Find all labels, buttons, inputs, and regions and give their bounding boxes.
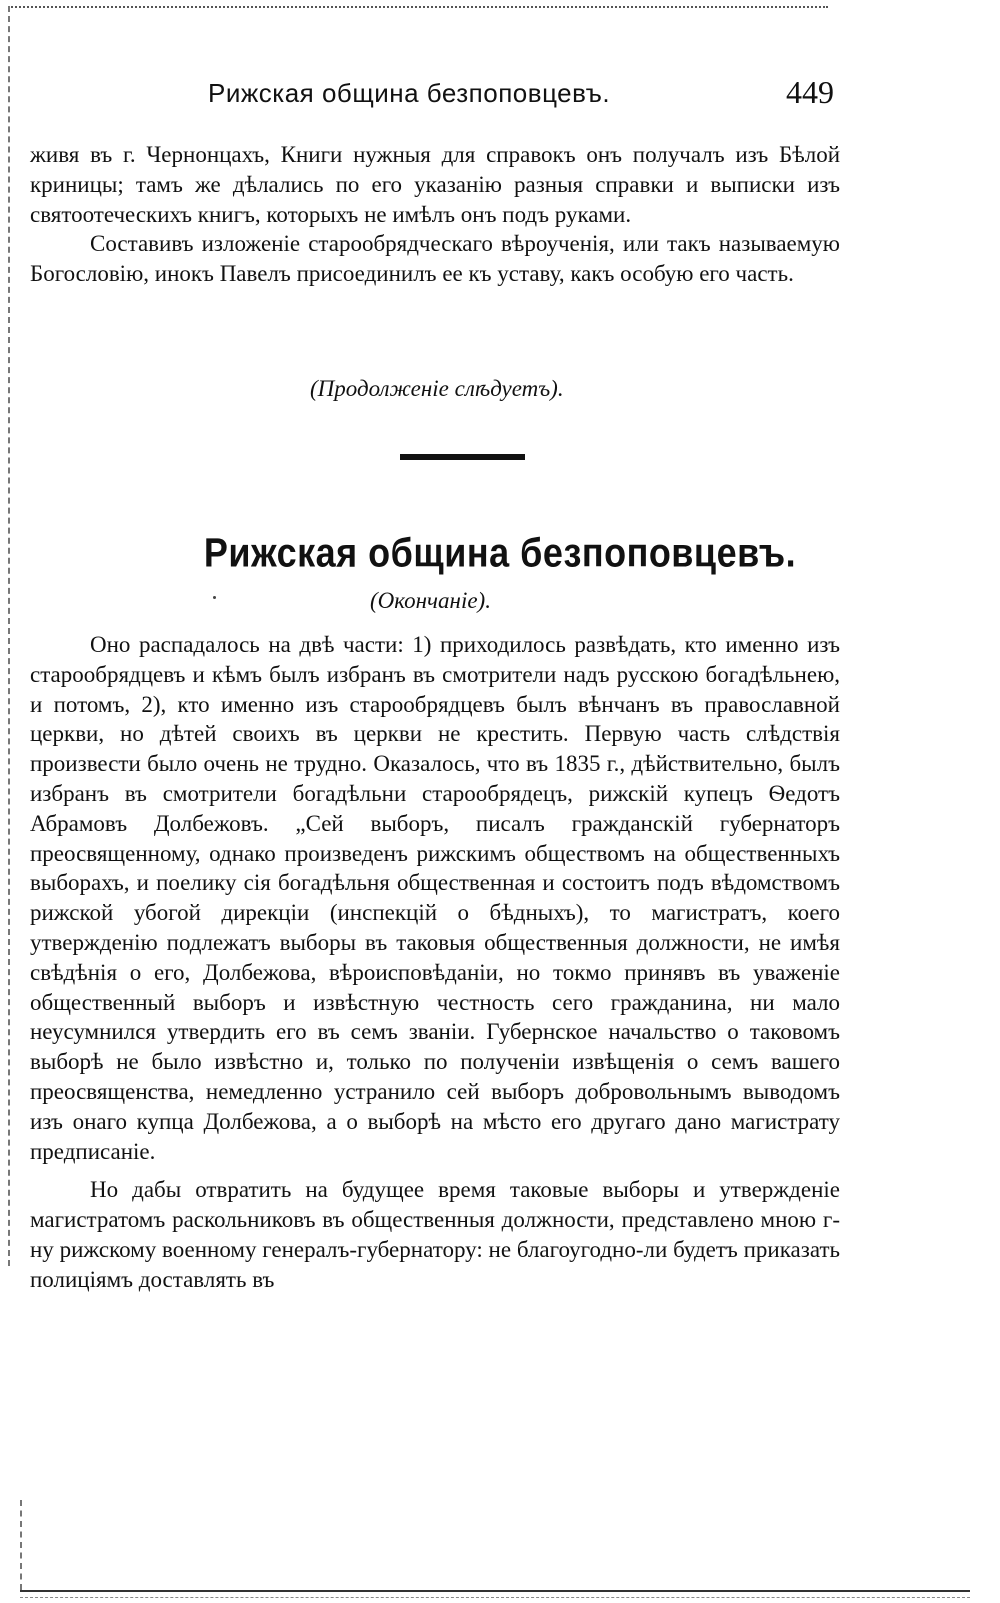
article-paragraph-1: Оно распадалось на двѣ части: 1) приходилось развѣдать, кто именно изъ старообрядцевъ и кѣмъ былъ избранъ въ смотрители надъ русскою богадѣльнею, и потомъ, 2), кто именно изъ старообрядцевъ былъ вѣнчанъ въ православной церкви, но дѣтей своихъ въ церкви не крестить. Первую часть слѣдствія произвести было очень не трудно. Оказалось, что въ 1835 г., дѣйствительно, былъ избранъ въ смотрители богадѣльни старообрядецъ, рижскій купецъ Ѳедотъ Абрамовъ Долбежовъ. „Сей выборъ, писалъ гражданскій губернаторъ преосвященному, однако произведенъ рижскимъ обществомъ на общественныхъ выборахъ, и поелику сія богадѣльня общественная и состоитъ подъ вѣдомствомъ рижской убогой дирекціи (инспекцій о бѣдныхъ), то магистратъ, коего утвержденію подлежатъ выборы въ таковыя общественныя должности, не имѣя свѣдѣнія о его, Долбежова, вѣроисповѣданіи, но токмо принявъ въ уваженіе общественный выборъ и извѣстную честность сего гражданина, ни мало неусумнился утвердить его въ семъ званіи. Губернское начальство о таковомъ выборѣ не было извѣстно и, только по полученіи извѣщенія о семъ вашего преосвященства, немедленно устранило сей выборъ добровольнымъ выводомъ изъ онаго купца Долбежова, а о выборѣ на мѣсто его другаго дано магистрату предписаніе.	[30, 632, 840, 1164]
scan-frame-top	[8, 6, 828, 8]
scan-frame-left-bottom	[20, 1500, 22, 1590]
running-head	[0, 74, 1000, 112]
running-head-title: Рижская община безпоповцевъ.	[208, 78, 611, 108]
page-number: 449	[786, 74, 834, 110]
continuation-note: (Продолженіе слѣдуетъ).	[310, 376, 564, 401]
scan-frame-left	[8, 6, 10, 1266]
scan-frame-bottom-secondary	[20, 1597, 970, 1598]
section-separator-rule	[400, 454, 525, 460]
previous-article-paragraph-1: живя въ г. Чернонцахъ, Книги нужныя для справокъ онъ получалъ изъ Бѣлой криницы; тамъ же дѣлались по его указанію разныя справки и выписки изъ святоотеческихъ книгъ, которыхъ не имѣлъ онъ подъ руками.	[30, 142, 840, 227]
article-paragraph-2: Но дабы отвратить на будущее время таковые выборы и утвержденіе магистратомъ раскольниковъ въ общественныя должности, представлено мною г-ну рижскому военному генералъ-губернатору: не благоугодно-ли будетъ приказать полиціямъ доставлять въ	[30, 1177, 840, 1292]
previous-article-ending	[30, 140, 840, 289]
previous-article-paragraph-2: Составивъ изложеніе старообрядческаго вѣроученія, или такъ называемую Богословію, инокъ Павелъ присоединилъ ее къ уставу, какъ особую его часть.	[30, 231, 840, 287]
article-subtitle: (Окончаніе).	[370, 588, 491, 613]
article-title: Рижская община безпоповцевъ.	[203, 529, 797, 576]
speck	[213, 596, 216, 599]
scan-frame-bottom	[20, 1590, 970, 1592]
article-body	[30, 630, 840, 1295]
